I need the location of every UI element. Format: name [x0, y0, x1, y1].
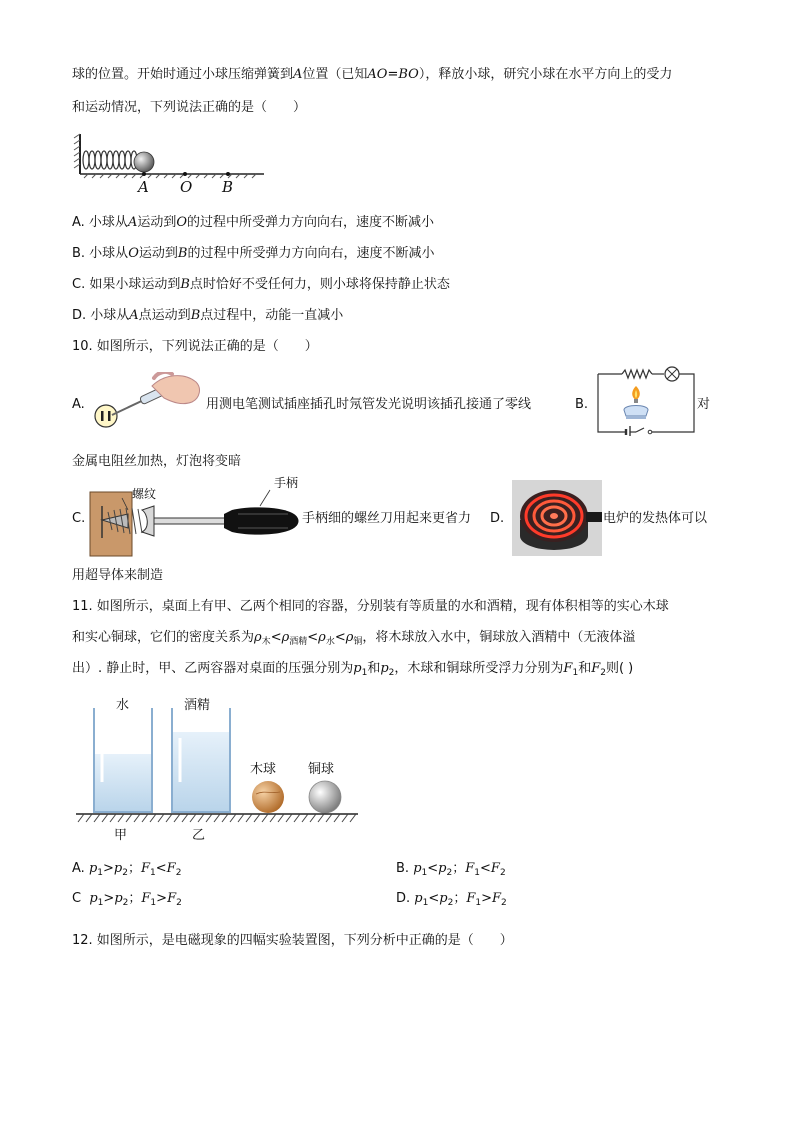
- jia-label: 甲: [114, 828, 128, 843]
- q9-stem-line2: 和运动情况，下列说法正确的是（ ）: [72, 100, 307, 115]
- sep: ；: [452, 861, 466, 876]
- p-symbol: p: [439, 891, 448, 906]
- q10-stem: 10. 如图所示，下列说法正确的是（ ）: [72, 339, 318, 354]
- sub-2: 2: [501, 898, 507, 908]
- sub-1: 1: [97, 898, 104, 908]
- sub-1: 1: [421, 868, 428, 878]
- opt-text: B. 小球从: [72, 246, 129, 261]
- sub-1: 1: [475, 898, 482, 908]
- q9-option-d: [72, 307, 343, 325]
- sub-2: 2: [499, 868, 506, 878]
- sep: ；: [453, 891, 467, 906]
- handle-label: 手柄: [274, 476, 299, 490]
- cmp-sign: >: [156, 891, 168, 906]
- sub-wood: 木: [261, 637, 271, 647]
- q11-stem-line1: 11. 如图所示，桌面上有甲、乙两个相同的容器，分别装有等质量的水和酒精，现有体积相等的实心木球: [72, 599, 669, 614]
- sub-copper: 铜: [353, 637, 363, 647]
- q11-text: 则( ): [605, 661, 634, 676]
- q11-option-c: [72, 890, 182, 912]
- p-symbol: p: [114, 891, 123, 906]
- opt-text: 点运动到: [138, 308, 191, 323]
- opt-text: 运动到: [137, 215, 177, 230]
- opt-var: B: [177, 246, 188, 261]
- wood-ball-icon: [252, 781, 284, 813]
- sub-2: 2: [600, 668, 606, 678]
- q11-text: 和: [367, 661, 381, 676]
- q9-option-c: [72, 276, 450, 294]
- var-bo: BO: [398, 67, 419, 82]
- f-symbol: F: [563, 661, 573, 676]
- opt-var: O: [176, 215, 188, 230]
- q9-stem-text: 位置（已知: [302, 67, 368, 82]
- rho-symbol: ρ: [281, 630, 290, 645]
- var-a: A: [293, 67, 303, 82]
- cmp-sign: >: [481, 891, 493, 906]
- sub-2: 2: [175, 868, 182, 878]
- opt-text: C. 如果小球运动到: [72, 277, 181, 292]
- q10-option-b-text-end: 对: [697, 397, 711, 412]
- outlet-tester-figure: [92, 372, 204, 434]
- f-symbol: F: [167, 891, 177, 906]
- opt-label: C: [72, 891, 82, 906]
- opt-text: D. 小球从: [72, 308, 130, 323]
- sub-alcohol: 酒精: [289, 637, 308, 647]
- p-symbol: p: [413, 861, 422, 876]
- cmp-sign: <: [427, 861, 439, 876]
- sub-2: 2: [176, 898, 182, 908]
- p-symbol: p: [88, 861, 98, 876]
- opt-var: B: [190, 308, 201, 323]
- sub-1: 1: [474, 868, 481, 878]
- f-symbol: F: [465, 861, 475, 876]
- f-symbol: F: [141, 891, 151, 906]
- cmp-sign: <: [155, 861, 167, 876]
- point-o-label: O: [180, 178, 193, 196]
- p-symbol: p: [438, 861, 447, 876]
- yi-label: 乙: [192, 828, 206, 843]
- opt-var: B: [180, 277, 190, 292]
- sub-1: 1: [422, 898, 429, 908]
- p-symbol: p: [414, 891, 423, 906]
- water-label: 水: [116, 698, 130, 713]
- opt-text: A. 小球从: [72, 215, 128, 230]
- cmp-sign: <: [480, 861, 491, 876]
- sep: ；: [127, 861, 141, 876]
- eq-sign: =: [387, 67, 399, 82]
- point-a-label: A: [138, 178, 149, 196]
- q9-option-a: [72, 214, 434, 232]
- sub-1: 1: [97, 868, 103, 878]
- q10-option-c-label: C.: [72, 511, 86, 526]
- q11-option-d: [396, 890, 507, 912]
- thread-label: 螺纹: [132, 487, 157, 501]
- f-symbol: F: [166, 861, 176, 876]
- opt-label: D.: [396, 891, 411, 906]
- screwdriver-shaft-icon: [154, 518, 226, 524]
- q10-option-b-text-cont: 金属电阻丝加热，灯泡将变暗: [72, 454, 242, 469]
- opt-text: 点时恰好不受任何力，则小球将保持静止状态: [189, 277, 450, 292]
- rho-symbol: ρ: [345, 630, 354, 645]
- lt-sign: <: [270, 630, 282, 645]
- sep: ；: [128, 891, 142, 906]
- cmp-sign: <: [428, 891, 440, 906]
- wood-ball-label: 木球: [250, 762, 277, 777]
- q11-stem-line2: [72, 629, 635, 651]
- point-b-label: B: [222, 178, 234, 196]
- screwdriver-handle-icon: [224, 507, 299, 534]
- cmp-sign: >: [103, 861, 114, 876]
- q11-text: 出）. 静止时，甲、乙两容器对桌面的压强分别为: [72, 661, 354, 676]
- q11-text: ，将木球放入水中，铜球放入酒精中（无液体溢: [362, 630, 636, 645]
- opt-text: 的过程中所受弹力方向向右，速度不断减小: [187, 246, 435, 261]
- electric-stove-figure: [512, 480, 602, 556]
- q10-option-d-text: 电炉的发热体可以: [603, 511, 708, 526]
- sub-1: 1: [150, 868, 156, 878]
- copper-ball-icon: [309, 781, 341, 813]
- p-symbol: p: [89, 891, 98, 906]
- q11-option-b: [396, 860, 506, 882]
- screwdriver-figure: [88, 476, 300, 558]
- q9-stem-line1: [72, 66, 672, 84]
- opt-label: B.: [396, 861, 410, 876]
- f-symbol: F: [492, 891, 502, 906]
- spring-icon: [83, 151, 137, 169]
- rho-symbol: ρ: [318, 630, 326, 645]
- var-ao: AO: [367, 67, 388, 82]
- q11-stem-line3: [72, 660, 633, 682]
- alcohol-lamp-icon: [624, 406, 648, 417]
- opt-var: O: [128, 246, 139, 261]
- opt-label: A.: [72, 861, 85, 876]
- sub-1: 1: [361, 668, 368, 678]
- q11-text: 和: [578, 661, 592, 676]
- spring-ball-figure: [72, 132, 267, 197]
- sub-water: 水: [325, 637, 335, 647]
- q12-stem: 12. 如图所示，是电磁现象的四幅实验装置图，下列分析中正确的是（ ）: [72, 933, 513, 948]
- q11-text: 和实心铜球，它们的密度关系为: [72, 630, 255, 645]
- rho-symbol: ρ: [254, 630, 262, 645]
- p-symbol: p: [380, 661, 389, 676]
- heated-wire-circuit-figure: [596, 366, 696, 436]
- q10-option-d-label: D.: [490, 511, 505, 526]
- switch-icon: [636, 428, 644, 432]
- q10-option-d-text-cont: 用超导体来制造: [72, 568, 164, 583]
- screw-icon: [142, 506, 154, 536]
- sub-1: 1: [572, 668, 579, 678]
- opt-text: 的过程中所受弹力方向向右，速度不断减小: [187, 215, 435, 230]
- f-symbol: F: [591, 661, 601, 676]
- opt-text: 运动到: [138, 246, 178, 261]
- q10-option-a-text: 用测电笔测试插座插孔时氖管发光说明该插孔接通了零线: [206, 397, 532, 412]
- opt-text: 点过程中，动能一直减小: [200, 308, 344, 323]
- lt-sign: <: [334, 630, 346, 645]
- sub-1: 1: [150, 898, 157, 908]
- alcohol-label: 酒精: [184, 698, 211, 713]
- p-symbol: p: [353, 661, 362, 676]
- sub-2: 2: [447, 898, 454, 908]
- hand-icon: [152, 376, 199, 404]
- sub-2: 2: [446, 868, 453, 878]
- copper-ball-label: 铜球: [308, 762, 335, 777]
- lt-sign: <: [307, 630, 319, 645]
- outlet-icon: [95, 405, 117, 427]
- cmp-sign: >: [103, 891, 115, 906]
- sub-2: 2: [122, 868, 128, 878]
- q11-text: ，木球和铜球所受浮力分别为: [394, 661, 564, 676]
- q10-option-a-label: A.: [72, 397, 85, 412]
- p-symbol: p: [113, 861, 123, 876]
- f-symbol: F: [490, 861, 500, 876]
- opt-var: A: [129, 308, 139, 323]
- f-symbol: F: [466, 891, 476, 906]
- q9-option-b: [72, 245, 434, 263]
- sub-2: 2: [122, 898, 129, 908]
- q10-option-b-label: B.: [575, 397, 589, 412]
- q10-option-c-text: 手柄细的螺丝刀用起来更省力: [302, 511, 472, 526]
- ball-icon: [134, 152, 154, 172]
- q9-stem-text: ），释放小球，研究小球在水平方向上的受力: [418, 67, 673, 82]
- sub-2: 2: [388, 668, 395, 678]
- resistance-wire-icon: [622, 370, 652, 378]
- f-symbol: F: [140, 861, 151, 876]
- plug-icon: [586, 512, 602, 522]
- q11-option-a: [72, 860, 181, 882]
- q9-stem-text: 球的位置。开始时通过小球压缩弹簧到: [72, 67, 294, 82]
- opt-var: A: [127, 215, 138, 230]
